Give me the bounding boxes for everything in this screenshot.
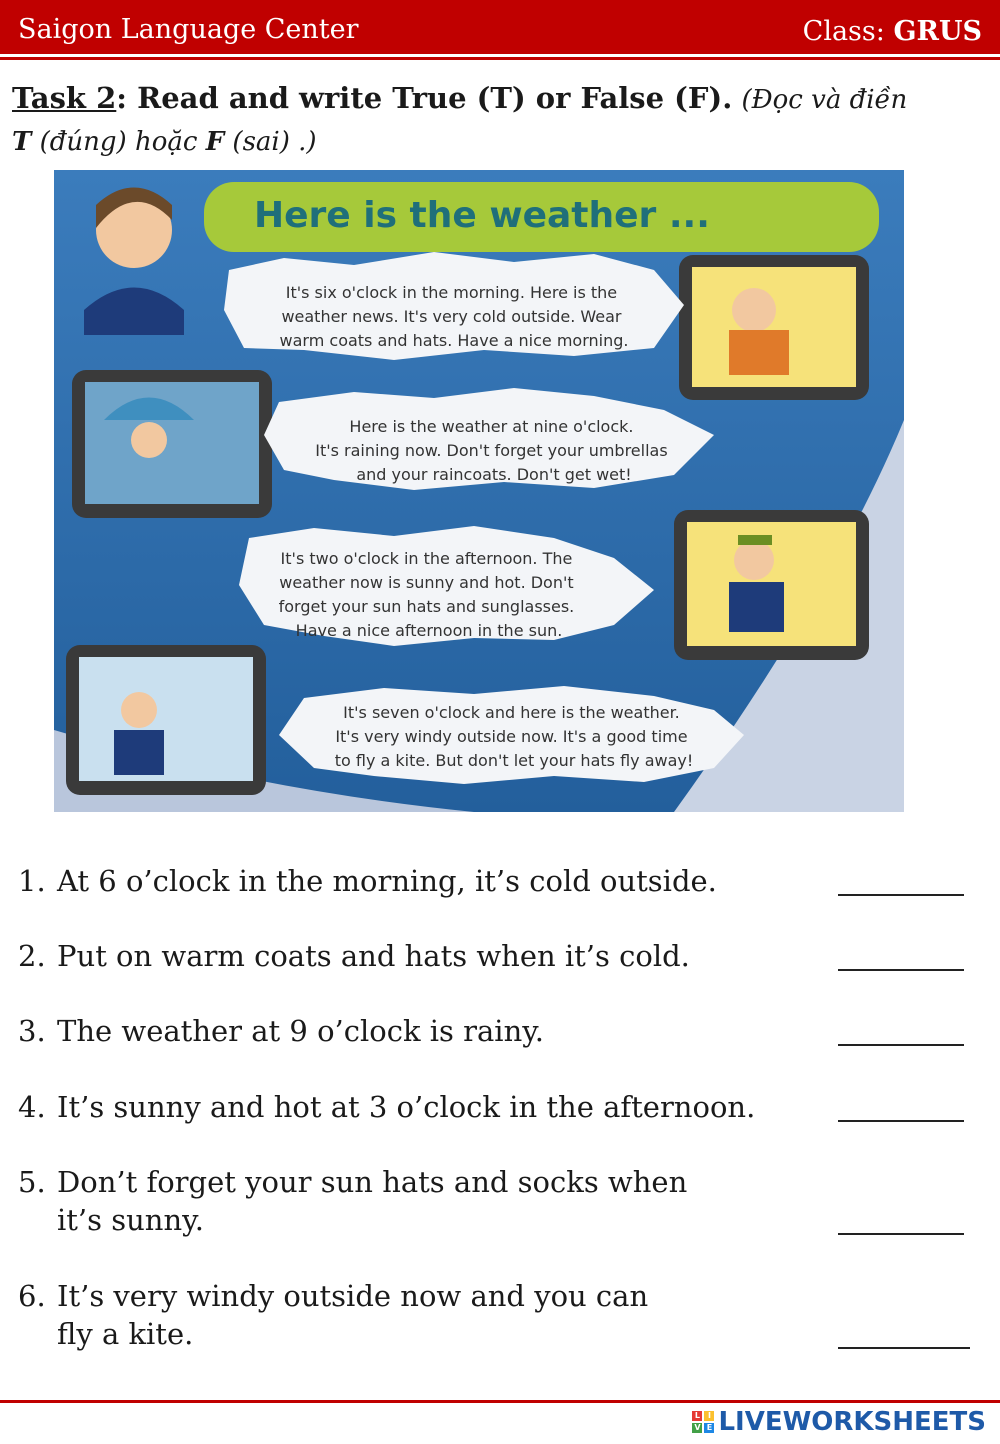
question-text: At 6 o’clock in the morning, it’s cold outside. (57, 864, 717, 898)
svg-text:It's six o'clock in the mornin (280, 283, 629, 350)
question-number: 6. (18, 1279, 46, 1313)
question-number: 2. (18, 939, 46, 973)
question-text-line2: fly a kite. (57, 1317, 194, 1351)
logo-blocks-icon: L I V E (692, 1411, 714, 1433)
question-number: 5. (18, 1165, 46, 1199)
question-number: 1. (18, 864, 46, 898)
bubble-morning-line3: warm coats and hats. Have a nice morning. (279, 331, 629, 350)
question-2 (18, 937, 978, 977)
question-3 (18, 1012, 978, 1052)
question-6 (18, 1277, 978, 1357)
picture-title: Here is the weather ... (254, 195, 710, 236)
vn-false-letter: F (205, 127, 225, 157)
question-text-line2: it’s sunny. (57, 1203, 204, 1237)
answer-blank-4[interactable] (838, 1120, 964, 1122)
answer-blank-2[interactable] (838, 969, 964, 971)
tv-windy (66, 645, 266, 795)
question-5 (18, 1163, 978, 1243)
svg-text:Here is the weather at nine o' (315, 417, 673, 484)
svg-text:It's seven o'clock and here is (335, 703, 694, 770)
vn-false-meaning: (sai) .) (232, 127, 317, 157)
vn-true-letter: T (12, 127, 32, 157)
bubble-nine-line3: and your raincoats. Don't get wet! (356, 465, 632, 484)
header-divider (0, 57, 1000, 60)
bubble-evening-line1: It's seven o'clock and here is the weather. (343, 703, 680, 722)
vn-true-meaning: (đúng) hoặc (39, 127, 198, 157)
bubble-morning-line2: weather news. It's very cold outside. Wear (281, 307, 622, 326)
bubble-afternoon-line1: It's two o'clock in the afternoon. The (280, 549, 573, 568)
answer-blank-6[interactable] (838, 1347, 970, 1349)
bubble-morning (224, 252, 684, 360)
tv-rainy (72, 370, 272, 518)
bubble-evening-line2: It's very windy outside now. It's a good time (335, 727, 688, 746)
question-text-line1: Don’t forget your sun hats and socks when (57, 1165, 688, 1199)
task-instruction: : Read and write True (T) or False (F). (116, 81, 733, 115)
liveworksheets-logo (692, 1406, 986, 1438)
task-label: Task 2 (12, 81, 117, 115)
footer-divider (0, 1400, 1000, 1403)
question-4 (18, 1088, 978, 1128)
question-text: It’s sunny and hot at 3 o’clock in the afternoon. (57, 1090, 756, 1124)
tv-sunny (674, 510, 869, 660)
answer-blank-3[interactable] (838, 1044, 964, 1046)
school-name: Saigon Language Center (18, 14, 359, 45)
page-header (0, 0, 1000, 54)
bubble-morning-line1: It's six o'clock in the morning. Here is the (285, 283, 618, 302)
tv-cold (679, 255, 869, 400)
answer-blank-1[interactable] (838, 894, 964, 896)
vn-open: (Đọc và điền (741, 85, 908, 115)
class-label: Class: (802, 16, 885, 47)
task-heading (12, 78, 987, 162)
bubble-nine-line1: Here is the weather at nine o'clock. (349, 417, 634, 436)
question-text-line1: It’s very windy outside now and you can (57, 1279, 649, 1313)
class-info (803, 16, 982, 47)
bubble-nine-line2: It's raining now. Don't forget your umbrellas (315, 441, 668, 460)
question-number: 3. (18, 1014, 46, 1048)
bubble-afternoon-line4: Have a nice afternoon in the sun. (295, 621, 563, 640)
weather-illustration (54, 170, 904, 812)
question-text: The weather at 9 o’clock is rainy. (57, 1014, 544, 1048)
bubble-afternoon-line3: forget your sun hats and sunglasses. (278, 597, 575, 616)
bubble-evening-line3: to fly a kite. But don't let your hats fly away! (334, 751, 694, 770)
question-number: 4. (18, 1090, 46, 1124)
question-text: Put on warm coats and hats when it’s cold. (57, 939, 690, 973)
class-name: GRUS (893, 16, 982, 47)
brand-name: LIVEWORKSHEETS (718, 1407, 986, 1437)
answer-blank-5[interactable] (838, 1233, 964, 1235)
bubble-afternoon-line2: weather now is sunny and hot. Don't (279, 573, 574, 592)
question-1 (18, 862, 978, 902)
